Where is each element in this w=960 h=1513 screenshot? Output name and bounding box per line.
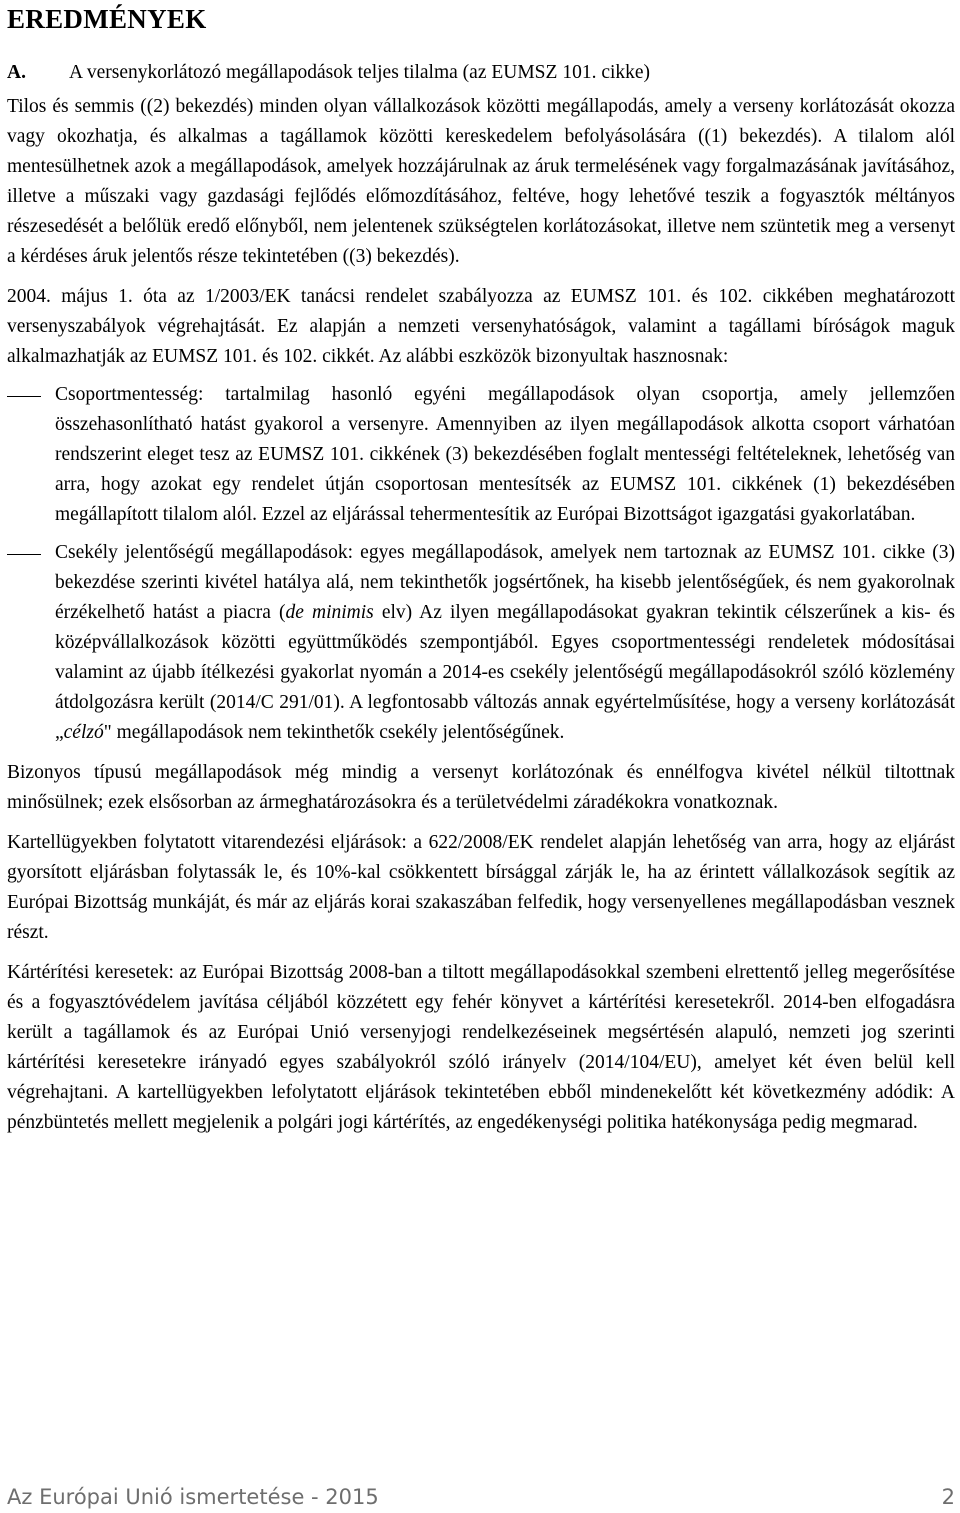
- latin-term: de minimis: [285, 602, 374, 623]
- paragraph-damages-actions: Kártérítési keresetek: az Európai Bizottság 2008-ban a tiltott megállapodásokkal szembeni elrettentő jelleg megerősítése és a fogyasztóvédelem javítása céljából közzétett egy fehér könyvet a kártérítési keresetekről. 2014-ben elfogadásra került a tagállamok és az Európai Unió versenyjogi rendelkezéseinek megsértésén alapuló, nemzeti jog szerinti kártérítési keresetekre irányadó egyes szabályokról szóló irányelv (2014/104/EU), amelyet két éven belül kell végrehajtani. A kartellügyekben lefolytatott eljárások tekintetében ebből mindenekelőtt két következmény adódik: A pénzbüntetés mellett megjelenik a polgári jogi kártérítés, az engedékenységi politika hatékonysága pedig megmarad.: [7, 962, 955, 1133]
- section-letter: A.: [7, 62, 26, 83]
- footer-publication: Az Európai Unió ismertetése - 2015: [7, 1485, 379, 1509]
- list-item-block-exemption: [7, 380, 955, 530]
- section-heading: [7, 60, 955, 86]
- paragraph-regulation: 2004. május 1. óta az 1/2003/EK tanácsi rendelet szabályozza az EUMSZ 101. és 102. cikkében meghatározott versenyszabályok végrehajtását. Ez alapján a nemzeti versenyhatóságok, valamint a tagállami bíróságok maguk alkalmazhatják az EUMSZ 101. és 102. cikkét. Az alábbi eszközök bizonyultak hasznosnak:: [7, 286, 955, 367]
- list-item-text: [55, 538, 955, 748]
- list-item-text-part: " megállapodások nem tekinthetők csekély jelentőségűnek.: [103, 722, 565, 743]
- tools-list: [7, 380, 955, 748]
- paragraph-prohibition: Tilos és semmis ((2) bekezdés) minden olyan vállalkozások közötti megállapodás, amely a verseny korlátozását okozza vagy okozhatja, és alkalmas a tagállamok közötti kereskedelem befolyásolására ((1) bekezdés). A tilalom alól mentesülhetnek azok a megállapodások, amelyek hozzájárulnak az áruk termelésének vagy forgalmazásának javításához, illetve a műszaki vagy gazdasági fejlődés előmozdításához, feltéve, hogy lehetővé teszik a fogyasztók méltányos részesedését a belőlük eredő előnyből, nem jelentenek szükségtelen korlátozásokat, illetve nem szüntetik meg a versenyt a kérdéses áruk jelentős része tekintetében ((3) bekezdés).: [7, 96, 955, 267]
- emphasized-term: célzó: [63, 722, 104, 743]
- document-body: [7, 0, 955, 1138]
- page-footer: [7, 1484, 955, 1510]
- list-item-text: Csoportmentesség: tartalmilag hasonló egyéni megállapodások olyan csoportja, amely jellemzően összehasonlítható hatást gyakorol a versenyre. Amennyiben az ilyen megállapodások alkotta csoport várhatóan rendszerint eleget tesz az EUMSZ 101. cikkének (3) bekezdésében foglalt mentességi feltételeknek, lehetőség van arra, hogy azokat egy rendelet útján csoportosan mentesítsék az EUMSZ 101. cikkének (1) bekezdésében megállapított tilalom alól. Ezzel az eljárással tehermentesítik az Európai Bizottságot igazgatási gyakorlatában.: [55, 384, 955, 525]
- dash-bullet-icon: [7, 380, 55, 410]
- page-title: EREDMÉNYEK: [7, 4, 207, 34]
- list-item-de-minimis: [7, 538, 955, 748]
- paragraph-hardcore-restrictions: Bizonyos típusú megállapodások még mindig a versenyt korlátozónak és ennélfogva kivétel nélkül tiltottnak minősülnek; ezek elsősorban az ármeghatározásokra és a területvédelmi záradékokra vonatkoznak.: [7, 762, 955, 813]
- paragraph-settlement-procedures: Kartellügyekben folytatott vitarendezési eljárások: a 622/2008/EK rendelet alapján lehetőség van arra, hogy az eljárást gyorsított eljárásban folytassák le, és 10%-kal csökkentett bírsággal zárják le, ha az érintett vállalkozások segítik az Európai Bizottság munkáját, és már az eljárás korai szakaszában felfedik, hogy versenyellenes megállapodásban vesznek részt.: [7, 832, 955, 943]
- list-item-text-part: elv) Az ilyen megállapodásokat gyakran tekintik célszerűnek a kis- és középvállalkozások közötti együttműködés szempontjából. Egyes csoportmentességi rendeletek módosításai valamint az újabb ítélkezési gyakorlat nyomán a 2014-es csekély jelentőségű megállapodásokról szóló közlemény átdolgozásra került (2014/C 291/01). A legfontosabb változás annak egyértelműsítése, hogy a verseny korlátozását „: [55, 602, 955, 743]
- dash-bullet-icon: [7, 538, 55, 568]
- page-number: 2: [941, 1485, 955, 1509]
- list-item-text-part: Csekély jelentőségű megállapodások: egyes megállapodások, amelyek nem tartoznak az EUMSZ 101. cikke (3) bekezdése szerinti kivétel hatálya alá, nem tekinthetők jogsértőnek, ha kisebb jelentőségűek, és nem gyakorolnak érzékelhető hatást a piacra (: [55, 542, 955, 623]
- section-title: A versenykorlátozó megállapodások teljes tilalma (az EUMSZ 101. cikke): [69, 62, 651, 83]
